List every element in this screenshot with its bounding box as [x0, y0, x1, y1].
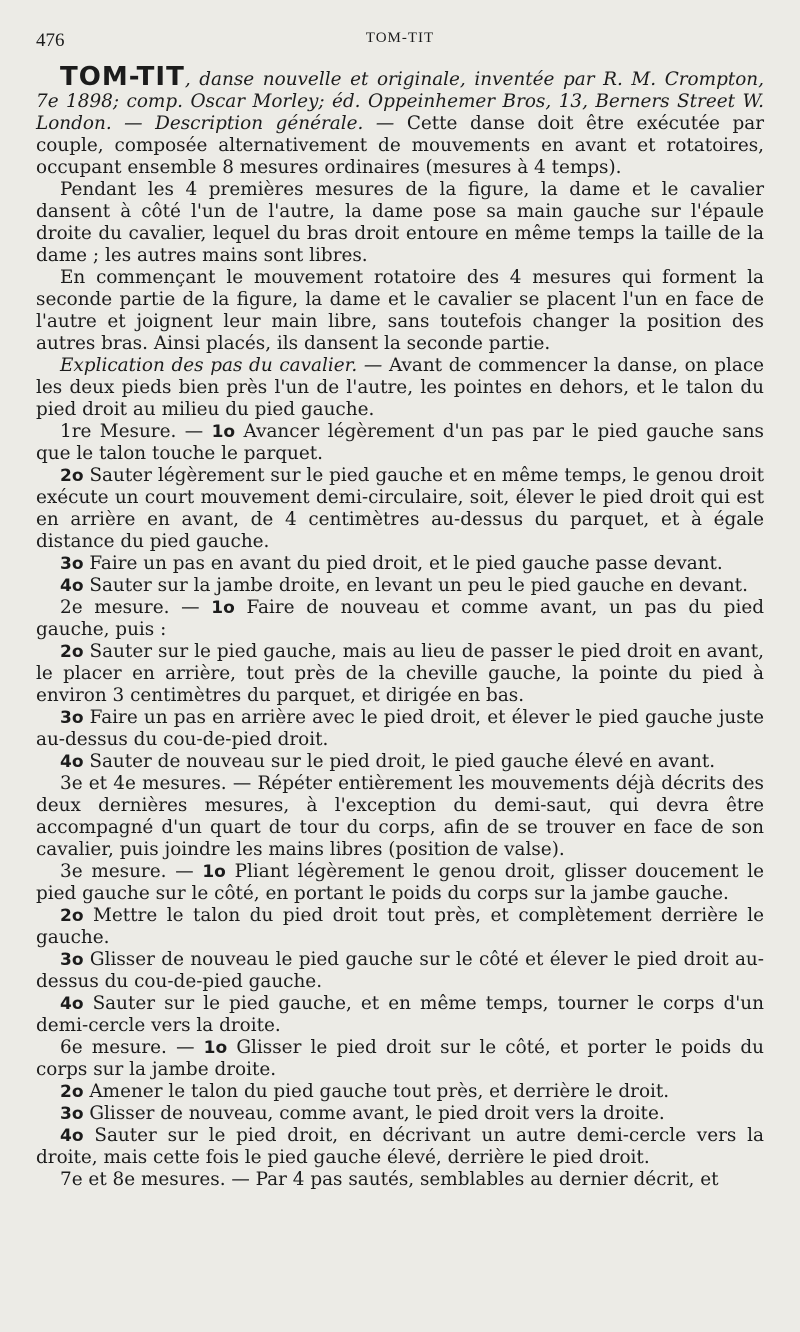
step	[36, 553, 764, 575]
step	[36, 465, 764, 553]
step	[36, 751, 764, 773]
step-text: Sauter de nouveau sur le pied droit, le pied gauche élevé en avant.	[83, 751, 716, 772]
paragraph: En commençant le mouvement rotatoire des 4 mesures qui forment la seconde partie de la figure, la dame et le cavalier se placent l'un en face de l'autre et joignent leur main libre, sans toutefois changer la position des autres bras. Ainsi placés, ils dansent la seconde partie.	[36, 267, 764, 354]
step-text: Sauter sur la jambe droite, en levant un peu le pied gauche en devant.	[83, 575, 748, 596]
step-number: 2o	[60, 1082, 84, 1102]
measure-label: 2e mesure. —	[60, 597, 212, 618]
step-text: Sauter sur le pied gauche, mais au lieu de passer le pied droit en avant, le placer en arrière, tout près de la cheville gauche, la pointe du pied à environ 3 centimètres du parquet, et dirigée en bas.	[36, 641, 764, 706]
step	[36, 993, 764, 1037]
page-number: 476	[36, 30, 65, 51]
step-number: 3o	[60, 950, 84, 970]
measure-label: 3e mesure. —	[60, 861, 203, 882]
running-title: TOM-TIT	[365, 30, 435, 46]
entry-intro	[36, 62, 764, 179]
step-text: Faire un pas en avant du pied droit, et le pied gauche passe devant.	[83, 553, 723, 574]
step	[36, 1103, 764, 1125]
step-number: 1o	[203, 1038, 228, 1058]
section-heading: Explication des pas du cavalier. —	[60, 355, 383, 376]
headword: TOM-TIT	[60, 62, 185, 92]
step-number: 3o	[60, 708, 84, 728]
step	[36, 707, 764, 751]
step-text: Glisser le pied droit sur le côté, et porter le poids du corps sur la jambe droite.	[36, 1037, 764, 1080]
step-text: Amener le talon du pied gauche tout près, et derrière le droit.	[83, 1081, 670, 1102]
step	[36, 1081, 764, 1103]
step-number: 4o	[60, 752, 84, 772]
measure-label: 1re Mesure. —	[60, 421, 212, 442]
paragraph	[36, 355, 764, 421]
step-number: 4o	[60, 994, 84, 1014]
step-number: 4o	[60, 1126, 84, 1146]
step-number: 3o	[60, 1104, 84, 1124]
step-number: 2o	[60, 642, 84, 662]
step-number: 1o	[211, 598, 235, 618]
paragraph: 7e et 8e mesures. — Par 4 pas sautés, semblables au dernier décrit, et	[60, 1169, 719, 1190]
step	[36, 861, 764, 905]
paragraph: Pendant les 4 premières mesures de la figure, la dame et le cavalier dansent à côté l'un de l'autre, la dame pose sa main gauche sur l'épaule droite du cavalier, lequel du bras droit entoure en même temps la taille de la dame ; les autres mains sont libres.	[36, 179, 764, 266]
entry-intro-italic: , danse nouvelle et originale, inventée par R. M. Crompton, 7e 1898; comp. Oscar Morley; éd. Oppeinhemer Bros, 13, Berners Street W. London. — Description générale. —	[36, 69, 764, 134]
step	[36, 641, 764, 707]
step-number: 2o	[60, 906, 84, 926]
step-text: Glisser de nouveau le pied gauche sur le côté et élever le pied droit au-dessus du cou-de-pied gauche.	[36, 949, 764, 992]
step	[36, 905, 764, 949]
entry-body	[36, 62, 764, 1191]
step-text: Mettre le talon du pied droit tout près, et complètement derrière le gauche.	[36, 905, 764, 948]
step-text: Faire un pas en arrière avec le pied droit, et élever le pied gauche juste au-dessus du cou-de-pied droit.	[36, 707, 764, 750]
step-text: Sauter sur le pied gauche, et en même temps, tourner le corps d'un demi-cercle vers la droite.	[36, 993, 764, 1036]
step-text: Sauter sur le pied droit, en décrivant un autre demi-cercle vers la droite, mais cette fois le pied gauche élevé, derrière le pied droit.	[36, 1125, 764, 1168]
paragraph: 3e et 4e mesures. — Répéter entièrement les mouvements déjà décrits des deux dernières mesures, à l'exception du demi-saut, qui devra être accompagné d'un quart de tour du corps, afin de se trouver en face de son cavalier, puis joindre les mains libres (position de valse).	[36, 773, 764, 860]
step-number: 4o	[60, 576, 84, 596]
step	[36, 597, 764, 641]
step	[36, 1125, 764, 1169]
step	[36, 575, 764, 597]
step-text: Sauter légèrement sur le pied gauche et en même temps, le genou droit exécute un court mouvement demi-circulaire, soit, élever le pied droit qui est en arrière en avant, de 4 centimètres au-dessus du parquet, et à égale distance du pied gauche.	[36, 465, 764, 552]
step	[36, 421, 764, 465]
step	[36, 949, 764, 993]
entry-intro-text: Cette danse doit être exécutée par couple, composée alternativement de mouvements en avant et rotatoires, occupant ensemble 8 mesures ordinaires (mesures à 4 temps).	[36, 113, 764, 178]
running-head	[36, 30, 764, 58]
step-number: 1o	[202, 862, 226, 882]
step-number: 3o	[60, 554, 84, 574]
step-text: Avancer légèrement d'un pas par le pied gauche sans que le talon touche le parquet.	[36, 421, 764, 464]
paragraph-text: Avant de commencer la danse, on place les deux pieds bien près l'un de l'autre, les pointes en dehors, et le talon du pied droit au milieu du pied gauche.	[36, 355, 764, 420]
step-text: Pliant légèrement le genou droit, glisser doucement le pied gauche sur le côté, en portant le poids du corps sur la jambe gauche.	[36, 861, 764, 904]
step-text: Faire de nouveau et comme avant, un pas du pied gauche, puis :	[36, 597, 764, 640]
step	[36, 1037, 764, 1081]
step-text: Glisser de nouveau, comme avant, le pied droit vers la droite.	[83, 1103, 665, 1124]
step-number: 1o	[211, 422, 236, 442]
step-number: 2o	[60, 466, 84, 486]
measure-label: 6e mesure. —	[60, 1037, 204, 1058]
